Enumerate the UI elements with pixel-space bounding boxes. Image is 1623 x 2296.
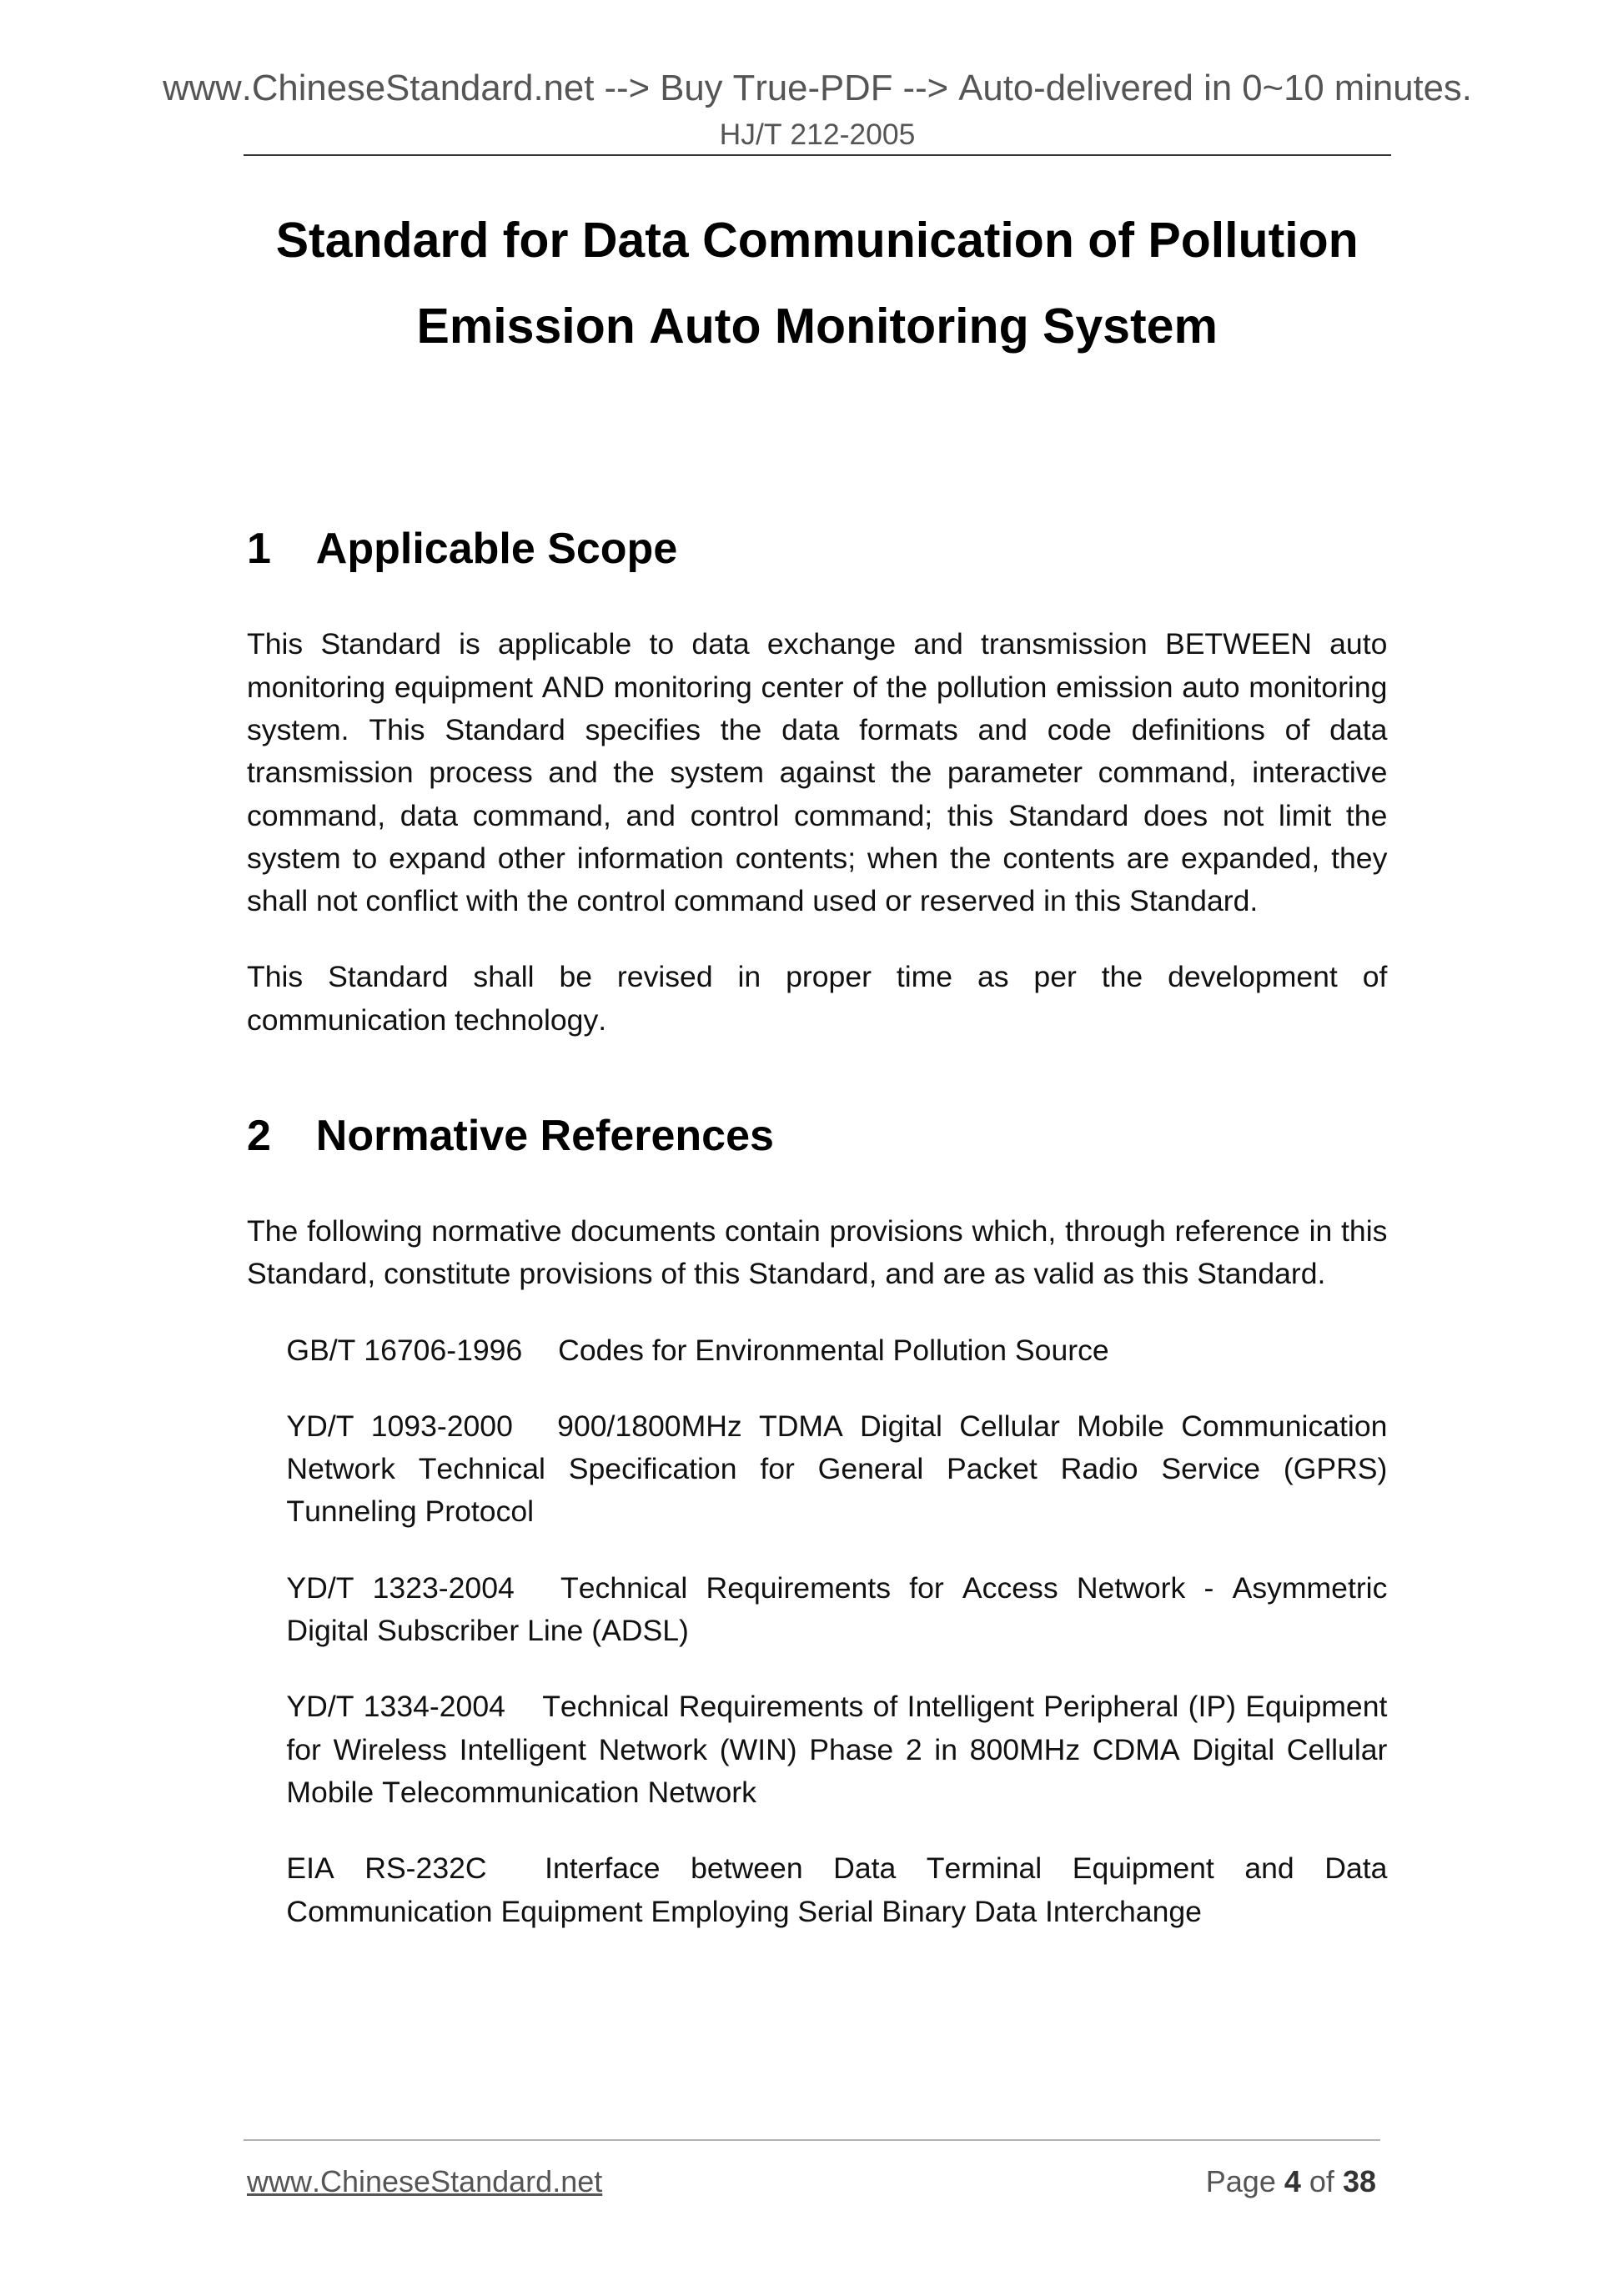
reference-item [286,1329,1387,1372]
page-content [247,198,1387,1933]
reference-title: Technical Requirements for Access Network - Asymmetric Digital Subscriber Line (ADSL) [286,1570,1388,1648]
header-document-code: HJ/T 212-2005 [719,118,916,151]
page-number-indicator [1206,2163,1376,2200]
document-title: Standard for Data Communication of Pollution Emission Auto Monitoring System [275,212,1359,354]
reference-code: YD/T 1334-2004 [286,1690,505,1724]
body-paragraph: The following normative documents contain provisions which, through reference in this Standard, constitute provisions of this Standard, and are as valid as this Standard. [247,1213,1388,1291]
reference-title: Technical Requirements of Intelligent Peripheral (IP) Equipment for Wireless Intelligent Network (WIN) Phase 2 in 800MHz CDMA Digital Cellular Mobile Telecommunication Network [286,1690,1388,1809]
body-paragraph: This Standard is applicable to data exchange and transmission BETWEEN auto monitoring equipment AND monitoring center of the pollution emission auto monitoring system. This Standard specifies the data formats and code definitions of data transmission process and the system against the parameter command, interactive command, data command, and control command; this Standard does not limit the system to expand other information contents; when the contents are expanded, they shall not conflict with the control command used or reserved in this Standard. [247,627,1388,918]
reference-item [286,1405,1387,1534]
current-page-number: 4 [1284,2164,1301,2198]
section-heading-text: Normative References [315,1111,774,1160]
section-heading-text: Applicable Scope [315,525,678,573]
header-banner: www.ChineseStandard.net --> Buy True-PDF --> Auto-delivered in 0~10 minutes. [163,68,1472,108]
total-pages-number: 38 [1342,2164,1376,2198]
reference-title: 900/1800MHz TDMA Digital Cellular Mobile Communication Network Technical Specification for General Packet Radio Service (GPRS) Tunneling Protocol [286,1409,1388,1529]
reference-title: Interface between Data Terminal Equipment and Data Communication Equipment Employing Serial Binary Data Interchange [286,1851,1388,1928]
section-number: 1 [247,525,271,573]
section-heading [247,523,1387,575]
reference-code: YD/T 1093-2000 [286,1409,513,1443]
page-of-label: of [1309,2164,1334,2198]
page-label: Page [1205,2164,1276,2198]
reference-list [247,1329,1387,1933]
section-heading [247,1110,1387,1162]
reference-item [286,1686,1387,1814]
reference-code: YD/T 1323-2004 [286,1570,515,1605]
reference-code: EIA RS-232C [286,1851,487,1886]
footer-divider [244,2139,1380,2141]
reference-code: GB/T 16706-1996 [286,1333,523,1367]
section-number: 2 [247,1111,271,1160]
footer-site-link[interactable]: www.ChineseStandard.net [247,2164,603,2198]
reference-item [286,1847,1387,1933]
section-normative-references [247,1110,1387,1933]
header-divider [244,154,1391,156]
reference-item [286,1567,1387,1653]
reference-title: Codes for Environmental Pollution Source [558,1333,1109,1367]
body-paragraph: This Standard shall be revised in proper time as per the development of communication technology. [247,960,1388,1037]
section-applicable-scope [247,523,1387,1042]
